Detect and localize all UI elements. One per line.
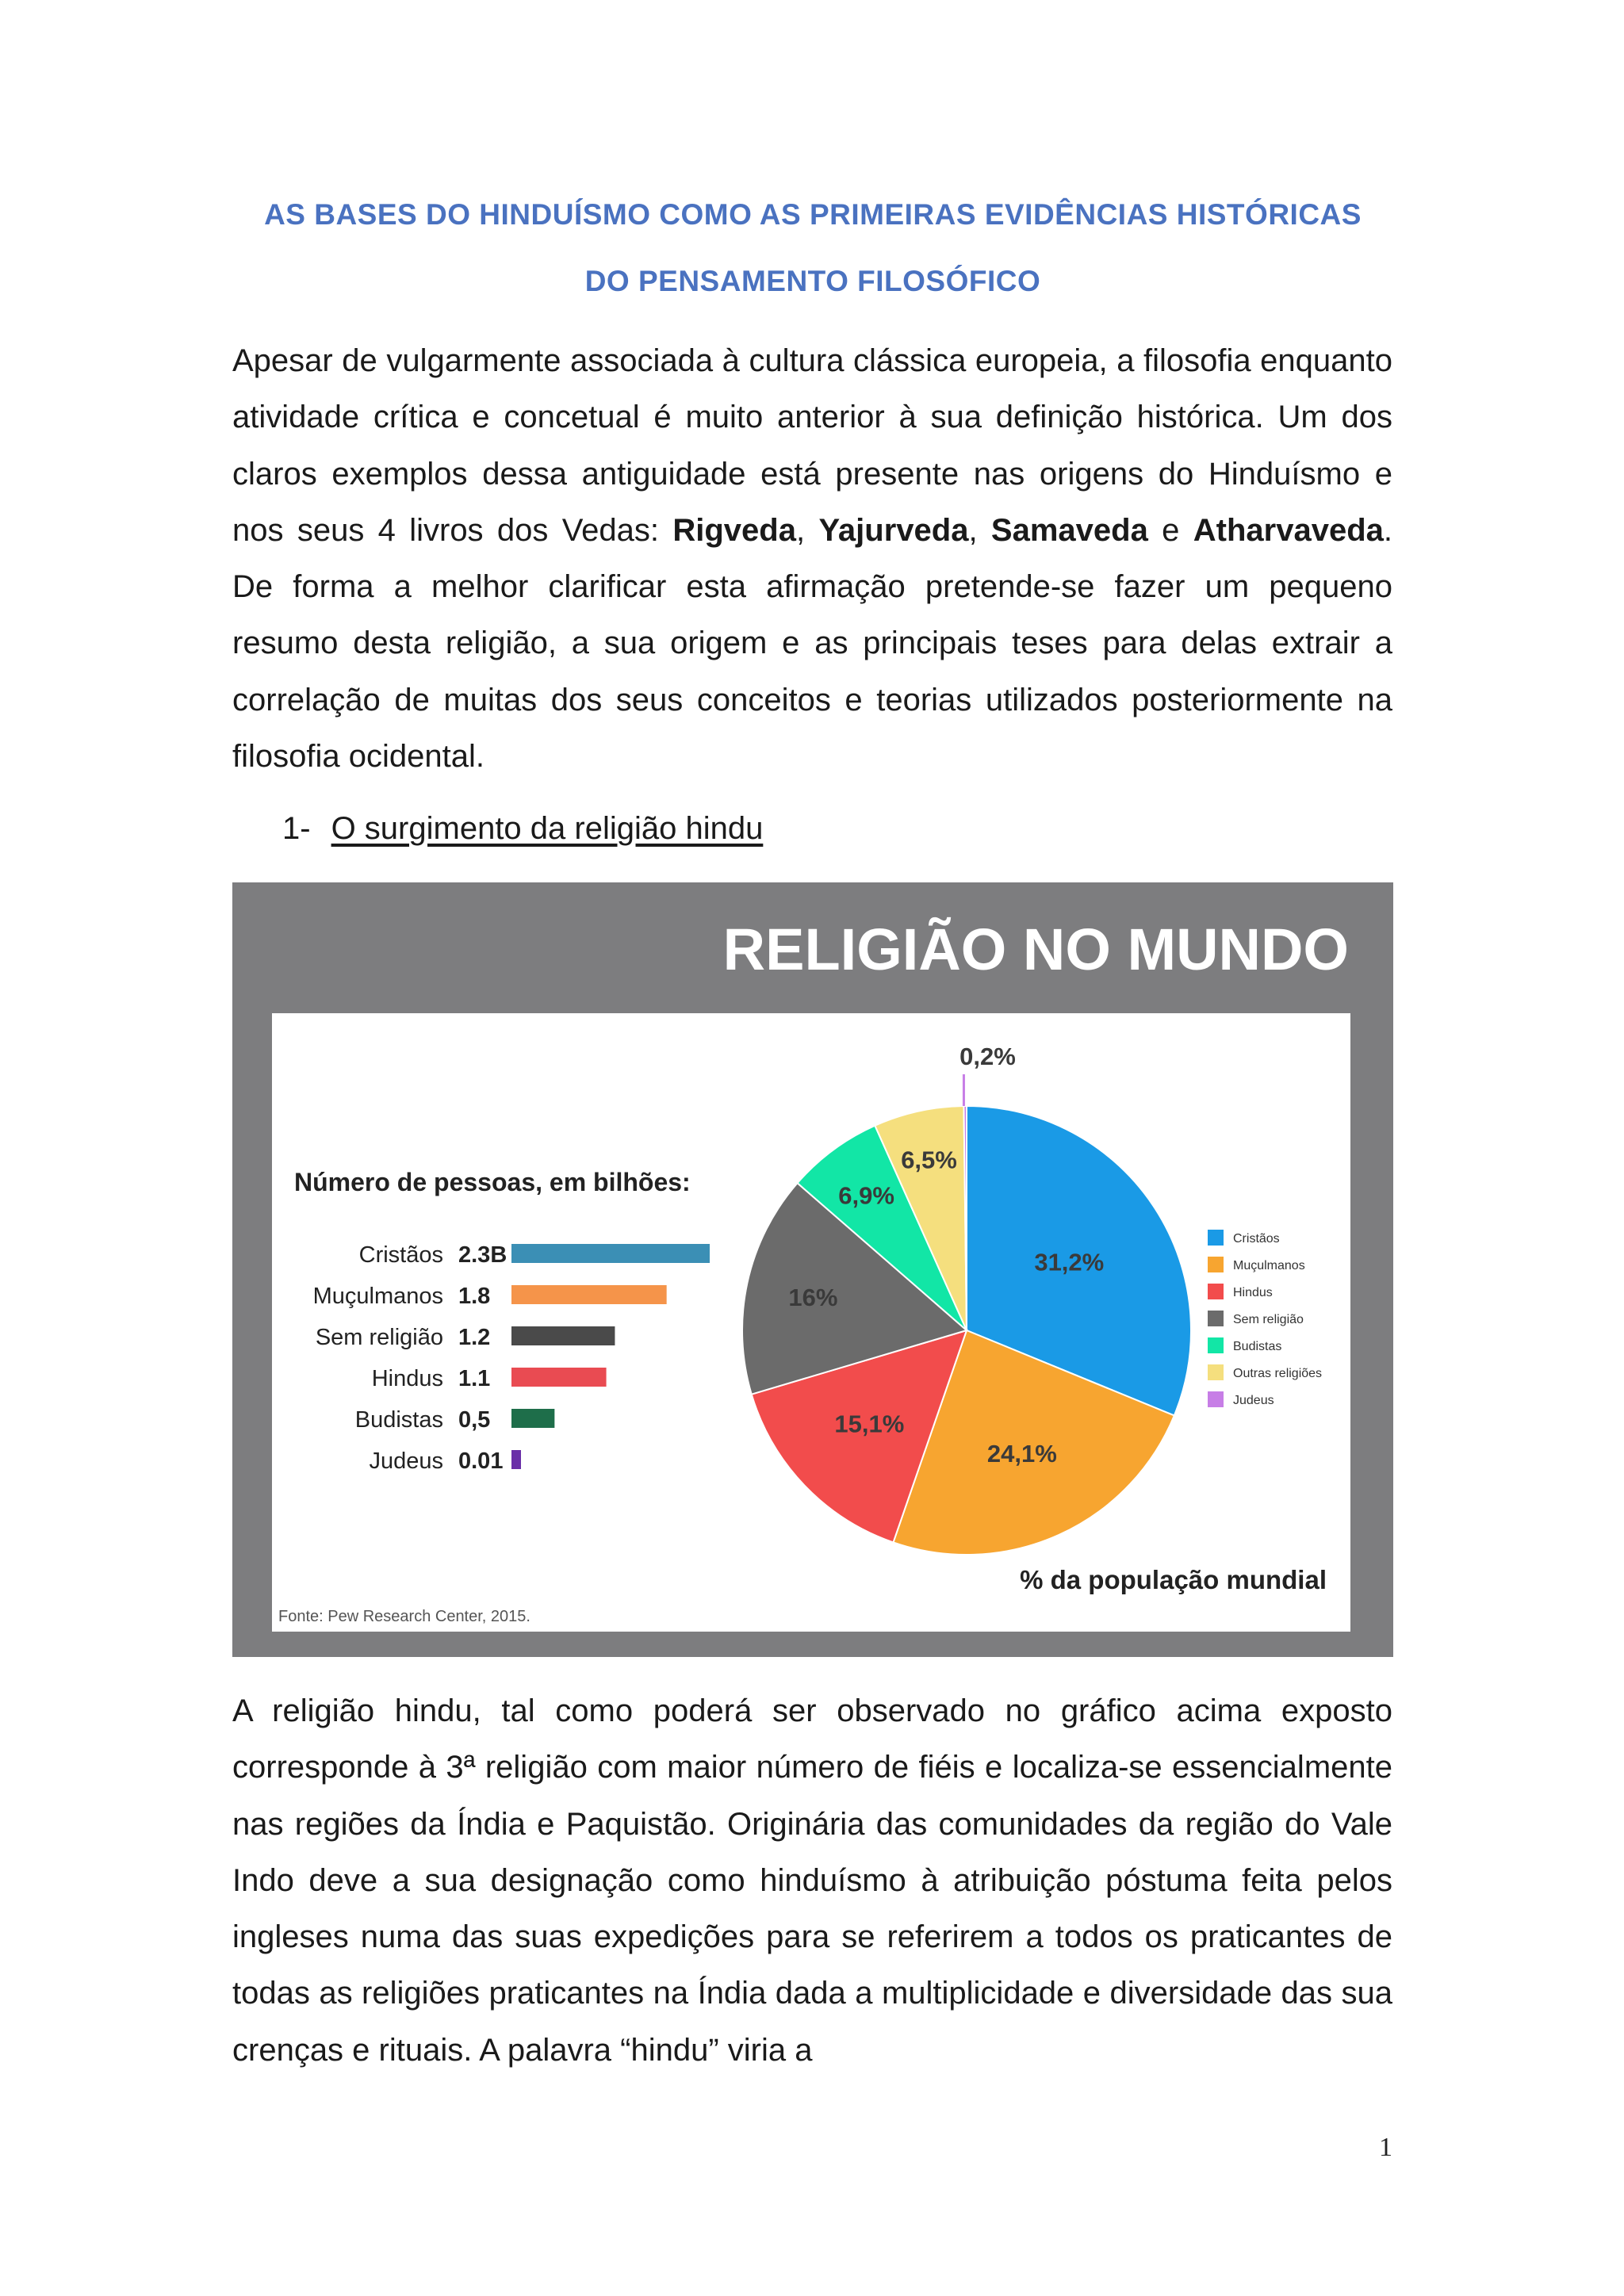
religion-chart-figure xyxy=(232,882,1393,1657)
document-title-line-2: DO PENSAMENTO FILOSÓFICO xyxy=(584,265,1041,297)
bar-category-label: Sem religião xyxy=(315,1325,443,1350)
legend-label: Outras religiões xyxy=(1233,1367,1323,1380)
section-title: O surgimento da religião hindu xyxy=(331,811,764,846)
bar-chart-title: Número de pessoas, em bilhões: xyxy=(294,1168,691,1196)
legend-swatch xyxy=(1208,1337,1224,1353)
legend-label: Cristãos xyxy=(1233,1232,1280,1246)
intro-text-b: . De forma a melhor clarificar esta afirmação pretende-se fazer um pequeno resumo desta religião, a sua origem e as principais teses para delas extrair a correlação de muitas dos seus conceitos e teorias utilizados posteriormente na filosofia ocidental. xyxy=(232,512,1392,775)
bar xyxy=(511,1409,554,1428)
pie-slice-label: 24,1% xyxy=(986,1439,1057,1468)
page-number: 1 xyxy=(1379,2133,1392,2162)
bar-value-label: 2.3B xyxy=(458,1242,508,1268)
legend-label: Sem religião xyxy=(1233,1313,1304,1326)
pie-slice-label: 16% xyxy=(788,1284,838,1312)
legend-swatch xyxy=(1208,1364,1224,1380)
bar-category-label: Cristãos xyxy=(358,1242,443,1268)
bar xyxy=(511,1244,710,1263)
veda-samaveda: Samaveda xyxy=(990,512,1148,548)
legend-swatch xyxy=(1208,1230,1224,1246)
document-title-line-1: AS BASES DO HINDUÍSMO COMO AS PRIMEIRAS EVIDÊNCIAS HISTÓRICAS xyxy=(264,198,1362,231)
pie-subtitle: % da população mundial xyxy=(1020,1565,1327,1594)
bar-category-label: Budistas xyxy=(354,1407,443,1433)
pie-slice-label: 15,1% xyxy=(834,1410,905,1438)
bar xyxy=(511,1368,607,1387)
intro-paragraph: Apesar de vulgarmente associada à cultura clássica europeia, a filosofia enquanto atividade crítica e concetual é muito anterior à sua definição histórica. Um dos claros exemplos dessa antiguidade está presente nas origens do Hinduísmo e nos seus 4 livros dos Vedas: Rigveda, Yajurveda, Samaveda e Atharvaveda. De forma a melhor clarificar esta afirmação pretende-se fazer um pequeno resumo desta religião, a sua origem e as principais teses para delas extrair a correlação de muitas dos seus conceitos e teorias utilizados posteriormente na filosofia ocidental. xyxy=(232,343,1392,775)
legend-swatch xyxy=(1208,1257,1224,1272)
legend-label: Muçulmanos xyxy=(1233,1259,1305,1272)
intro-text-a: Apesar de vulgarmente associada à cultura clássica europeia, a filosofia enquanto atividade crítica e concetual é muito anterior à sua definição histórica. Um dos claros exemplos dessa antiguidade está presente nas origens do Hinduísmo e nos seus 4 livros dos Vedas: xyxy=(232,343,1392,548)
pie-slice-label: 31,2% xyxy=(1034,1248,1105,1276)
legend-swatch xyxy=(1208,1284,1224,1299)
bar-category-label: Muçulmanos xyxy=(312,1284,443,1309)
bar-value-label: 1.1 xyxy=(458,1366,491,1391)
section-heading xyxy=(282,801,763,857)
bar xyxy=(511,1285,667,1304)
legend-swatch xyxy=(1208,1311,1224,1326)
pie-slice-label: 0,2% xyxy=(959,1043,1016,1071)
veda-yajurveda: Yajurveda xyxy=(818,512,969,548)
bar-category-label: Hindus xyxy=(371,1366,443,1391)
section-number: 1- xyxy=(282,811,311,846)
veda-atharvaveda: Atharvaveda xyxy=(1193,512,1384,548)
bar-value-label: 1.8 xyxy=(458,1284,491,1309)
legend-label: Judeus xyxy=(1233,1394,1274,1407)
bar-category-label: Judeus xyxy=(369,1448,443,1474)
bar xyxy=(511,1450,521,1469)
bar-value-label: 0.01 xyxy=(458,1448,504,1474)
paragraph-2: A religião hindu, tal como poderá ser observado no gráfico acima exposto corresponde à 3ª religião com maior número de fiéis e localiza-se essencialmente nas regiões da Índia e Paquistão. Originária das comunidades da região do Vale Indo deve a sua designação como hinduísmo à atribuição póstuma feita pelos ingleses numa das suas expedições para se referirem a todos os praticantes de todas as religiões praticantes na Índia dada a multiplicidade e diversidade das sua crenças e rituais. A palavra “hindu” viria a xyxy=(232,1693,1392,2068)
bar xyxy=(511,1326,615,1345)
legend-label: Hindus xyxy=(1233,1286,1273,1299)
bar-value-label: 0,5 xyxy=(458,1407,491,1433)
figure-source: Fonte: Pew Research Center, 2015. xyxy=(278,1608,530,1625)
veda-rigveda: Rigveda xyxy=(672,512,796,548)
legend-label: Budistas xyxy=(1233,1340,1282,1353)
figure-title: RELIGIÃO NO MUNDO xyxy=(722,916,1349,982)
bar-value-label: 1.2 xyxy=(458,1325,491,1350)
pie-slice-label: 6,9% xyxy=(838,1181,894,1210)
pie-slice-label: 6,5% xyxy=(901,1146,957,1174)
legend-swatch xyxy=(1208,1391,1224,1407)
